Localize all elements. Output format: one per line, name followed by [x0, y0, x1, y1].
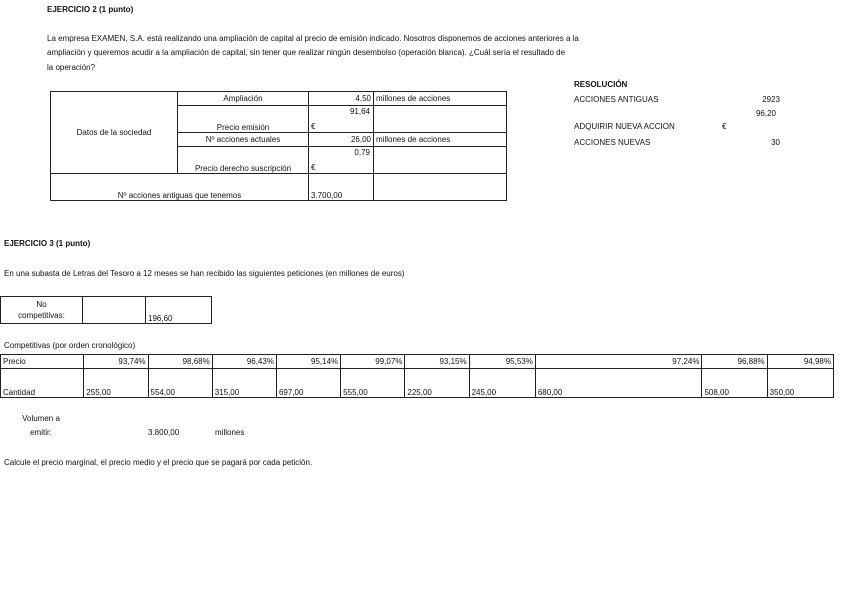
precio-emision-currency: € — [311, 122, 316, 131]
resolucion-title: RESOLUCIÓN — [574, 80, 628, 89]
cantidad-cell: 255,00 — [84, 369, 148, 398]
acciones-antiguas-label: ACCIONES ANTIGUAS — [574, 95, 659, 104]
adquirir-nueva-label: ADQUIRIR NUEVA ACCION — [574, 122, 675, 131]
volumen-label-line-2: emitir: — [30, 428, 52, 437]
no-competitivas-empty — [83, 297, 146, 324]
no-competitivas-label-line-1: No — [36, 300, 47, 309]
cantidad-cell: 225,00 — [405, 369, 469, 398]
ej2-data-table — [50, 91, 507, 201]
precio-cell: 95,14% — [276, 355, 340, 369]
precio-derecho-empty — [374, 147, 507, 174]
datos-sociedad-label: Datos de la sociedad — [51, 92, 178, 174]
precio-emision-value: 91,64 — [349, 107, 370, 116]
precio-cell: 93,15% — [405, 355, 469, 369]
acciones-tenemos-label: Nº acciones antiguas que tenemos — [51, 174, 309, 201]
acciones-nuevas-label: ACCIONES NUEVAS — [574, 138, 651, 147]
cantidad-row — [1, 369, 834, 398]
acciones-actuales-label: Nº acciones actuales — [178, 133, 309, 147]
resolucion-extra-value: 96,20 — [755, 109, 776, 118]
precio-cell: 94,98% — [767, 355, 833, 369]
precio-derecho-cell — [309, 147, 374, 174]
acciones-actuales-value: 26,00 — [309, 133, 374, 147]
ej3-question: Calcule el precio marginal, el precio medio y el precio que se pagará por cada petición. — [4, 458, 313, 467]
acciones-tenemos-empty — [374, 174, 507, 201]
ampliacion-label: Ampliación — [178, 92, 309, 106]
no-competitivas-label — [1, 297, 83, 324]
no-competitivas-value: 196,60 — [146, 297, 212, 324]
competitivas-title: Competitivas (por orden cronológico) — [4, 341, 136, 350]
cantidad-label: Cantidad — [1, 369, 84, 398]
precio-cell: 96,43% — [212, 355, 276, 369]
cantidad-cell: 554,00 — [148, 369, 212, 398]
ej2-paragraph-line-2: ampliación y queremos acudir a la ampliación de capital, sin tener que realizar ningún desembolso (operación blanca). ¿Cuál sería el resultado de — [47, 48, 566, 57]
precio-row — [1, 355, 834, 369]
cantidad-cell: 315,00 — [212, 369, 276, 398]
ej2-title: EJERCICIO 2 (1 punto) — [47, 5, 134, 14]
precio-emision-cell — [309, 106, 374, 133]
ej3-title: EJERCICIO 3 (1 punto) — [4, 239, 91, 248]
precio-cell: 95,53% — [469, 355, 535, 369]
precio-derecho-label: Precio derecho suscripción — [178, 147, 309, 174]
precio-cell: 96,88% — [702, 355, 767, 369]
volumen-label-line-1: Volumen a — [22, 414, 60, 423]
no-competitivas-table — [0, 296, 212, 324]
cantidad-cell: 697,00 — [276, 369, 340, 398]
precio-emision-empty — [374, 106, 507, 133]
volumen-unit: millones — [215, 428, 245, 437]
ampliacion-value: 4,50 — [309, 92, 374, 106]
ej2-paragraph-line-3: la operación? — [47, 63, 96, 72]
precio-cell: 97,24% — [535, 355, 702, 369]
acciones-nuevas-value: 30 — [771, 138, 780, 147]
precio-emision-label: Precio emisión — [178, 106, 309, 133]
ej3-intro: En una subasta de Letras del Tesoro a 12 meses se han recibido las siguientes peticiones (en millones de euros) — [4, 269, 405, 278]
precio-label: Precio — [1, 355, 84, 369]
adquirir-currency: € — [722, 122, 727, 131]
precio-cell: 98,68% — [148, 355, 212, 369]
acciones-antiguas-value: 2923 — [762, 95, 780, 104]
acciones-actuales-unit: millones de acciones — [374, 133, 507, 147]
no-competitivas-label-line-2: competitivas: — [18, 311, 65, 320]
competitivas-table — [0, 354, 834, 398]
cantidad-cell: 508,00 — [702, 369, 767, 398]
cantidad-cell: 245,00 — [469, 369, 535, 398]
precio-derecho-currency: € — [311, 163, 316, 172]
cantidad-cell: 680,00 — [535, 369, 702, 398]
precio-cell: 93,74% — [84, 355, 148, 369]
ej2-paragraph-line-1: La empresa EXAMEN, S.A. está realizando una ampliación de capital al precio de emisión indicado. Nosotros disponemos de acciones anteriores a la — [47, 34, 579, 43]
precio-cell: 99,07% — [341, 355, 405, 369]
volumen-value: 3.800,00 — [148, 428, 180, 437]
cantidad-cell: 350,00 — [767, 369, 833, 398]
precio-derecho-value: 0,79 — [354, 148, 370, 157]
acciones-tenemos-value: 3.700,00 — [309, 174, 374, 201]
cantidad-cell: 555,00 — [341, 369, 405, 398]
ampliacion-unit: millones de acciones — [374, 92, 507, 106]
